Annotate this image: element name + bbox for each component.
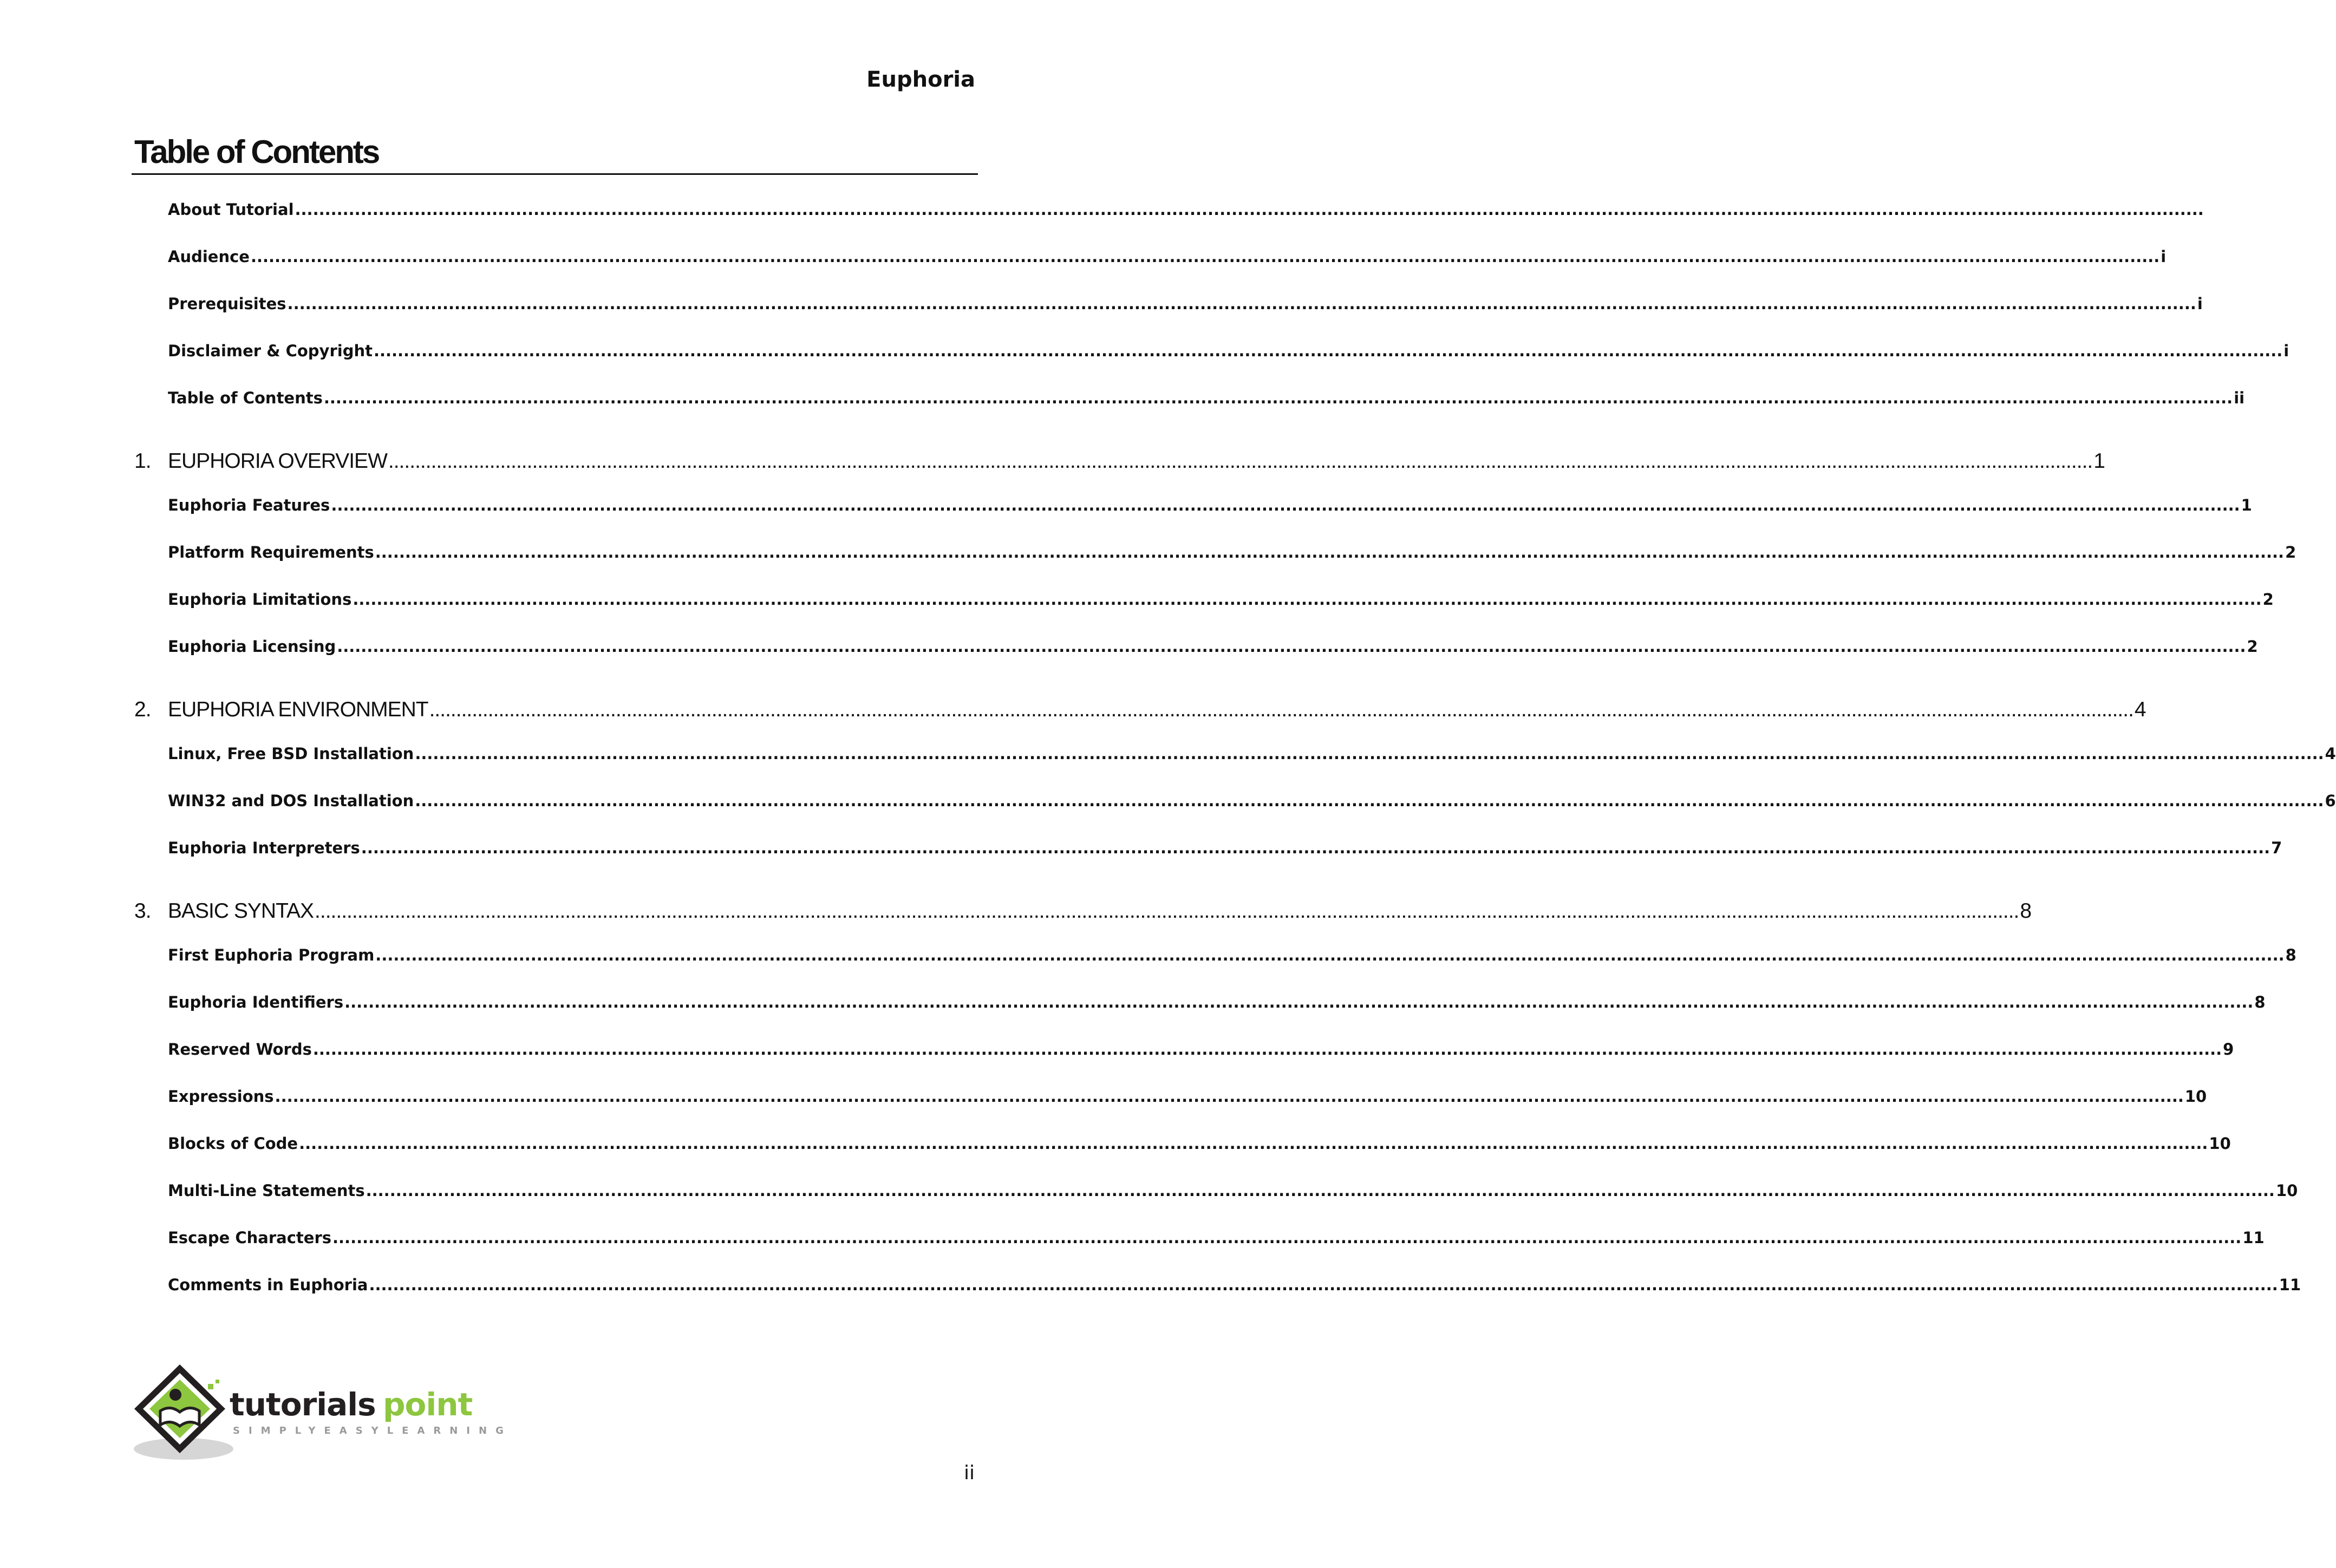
chapter-number: 1. [134,449,151,473]
toc-page-number: 8 [2020,899,2032,923]
dot-leader [331,496,2240,514]
toc-entry-label: Expressions [168,1087,274,1106]
logo-book [160,1408,199,1426]
dot-leader [344,993,2253,1011]
logo-spark-1 [208,1384,213,1389]
toc-page-number: 11 [2242,1229,2265,1247]
dot-leader [374,342,2282,360]
toc-page-number: i [2197,295,2203,313]
toc-page-number: 4 [2134,698,2146,721]
dot-leader [369,1276,2278,1294]
dot-leader [332,1229,2241,1247]
toc-entry[interactable] [168,1181,2298,1200]
toc-page-number: i [2161,247,2167,266]
toc-entry[interactable] [168,1087,2207,1106]
logo-head [169,1389,181,1401]
toc-chapter-entry[interactable] [134,698,2146,722]
toc-entry[interactable] [168,342,2289,360]
toc-page-number: 1 [2241,496,2252,514]
toc-page-number: 1 [2093,449,2105,473]
toc-page-number: 11 [2279,1276,2301,1294]
toc-entry[interactable] [168,543,2296,561]
toc-page-number: 8 [2254,993,2266,1011]
dot-leader [288,295,2196,313]
dot-leader [429,698,2133,722]
toc-entry[interactable] [168,839,2282,857]
toc-page-number: ii [2234,389,2245,407]
dot-leader [375,946,2284,964]
toc-entry-label: Prerequisites [168,295,286,313]
toc-chapter-entry[interactable] [134,899,2032,923]
toc-entry-label: Euphoria Features [168,496,330,514]
toc-title: Table of Contents [134,134,379,170]
dot-leader [251,247,2159,266]
logo-wordmark-tutorials: tutorials [230,1386,376,1423]
toc-page-number: 2 [2247,637,2258,656]
toc-entry-label: Euphoria Interpreters [168,839,360,857]
dot-leader [337,637,2246,656]
toc-page-number: 2 [2285,543,2296,561]
page-number: ii [963,1462,975,1484]
toc-entry-label: WIN32 and DOS Installation [168,792,414,810]
toc-page-number: 10 [2184,1087,2207,1106]
dot-leader [361,839,2270,857]
running-header: Euphoria [866,67,975,92]
toc-entry-label: Linux, Free BSD Installation [168,744,414,763]
toc-entry-label: Euphoria Identifiers [168,993,344,1011]
chapter-title: BASIC SYNTAX [168,899,314,923]
toc-entry-label: Disclaimer & Copyright [168,342,373,360]
chapter-number: 3. [134,899,151,923]
chapter-title: EUPHORIA OVERVIEW [168,449,387,473]
dot-leader [299,1134,2208,1153]
toc-page-number: 6 [2325,792,2336,810]
toc-entry[interactable] [168,792,2336,810]
toc-entry[interactable] [168,946,2296,964]
dot-leader [313,1040,2222,1059]
toc-entry[interactable] [168,496,2252,514]
dot-leader [415,792,2324,810]
toc-entry-label: Euphoria Licensing [168,637,336,656]
toc-chapter-entry[interactable] [134,449,2105,473]
dot-leader [366,1181,2275,1200]
dot-leader [275,1087,2184,1106]
toc-entry-label: Audience [168,247,250,266]
toc-entry-label: Comments in Euphoria [168,1276,368,1294]
toc-page-number: 4 [2325,744,2336,763]
toc-entry-label: Euphoria Limitations [168,590,352,609]
logo-wordmark-point: point [383,1386,473,1423]
dot-leader [315,899,2019,923]
toc-entry[interactable] [168,993,2266,1011]
toc-entry[interactable] [168,295,2203,313]
toc-page-number: 10 [2275,1181,2298,1200]
dot-leader [324,389,2233,407]
toc-page-number: 7 [2271,839,2282,857]
toc-page-number: 9 [2223,1040,2234,1059]
toc-entry-label: Escape Characters [168,1229,332,1247]
logo-tagline: SIMPLYEASYLEARNING [233,1425,512,1436]
toc-entry[interactable] [168,1229,2265,1247]
toc-entry[interactable] [168,389,2245,407]
toc-entry-label: Multi-Line Statements [168,1181,365,1200]
toc-entry[interactable] [168,1276,2301,1294]
toc-page-number: 8 [2285,946,2296,964]
dot-leader [295,200,2204,219]
title-rule [132,173,978,175]
tutorialspoint-logo [132,1361,512,1464]
toc-page-number: 2 [2262,590,2274,609]
toc-page-number: 10 [2209,1134,2231,1153]
chapter-title: EUPHORIA ENVIRONMENT [168,698,428,721]
toc-entry-label: Blocks of Code [168,1134,298,1153]
logo-spark-2 [216,1380,219,1383]
toc-entry[interactable] [168,200,977,219]
toc-entry[interactable] [168,1040,2234,1059]
toc-entry[interactable] [168,590,2274,609]
toc-page-number: i [2283,342,2289,360]
dot-leader [375,543,2284,561]
toc-entry[interactable] [168,744,2336,763]
dot-leader [415,744,2324,763]
toc-entry[interactable] [168,247,2167,266]
chapter-number: 2. [134,698,151,721]
dot-leader [353,590,2261,609]
toc-entry[interactable] [168,1134,2231,1153]
toc-entry-label: Platform Requirements [168,543,374,561]
toc-entry-label: About Tutorial [168,200,294,219]
toc-entry-label: Table of Contents [168,389,323,407]
dot-leader [388,449,2092,473]
toc-entry-label: Reserved Words [168,1040,312,1059]
toc-entry-label: First Euphoria Program [168,946,375,964]
toc-entry[interactable] [168,637,2258,656]
